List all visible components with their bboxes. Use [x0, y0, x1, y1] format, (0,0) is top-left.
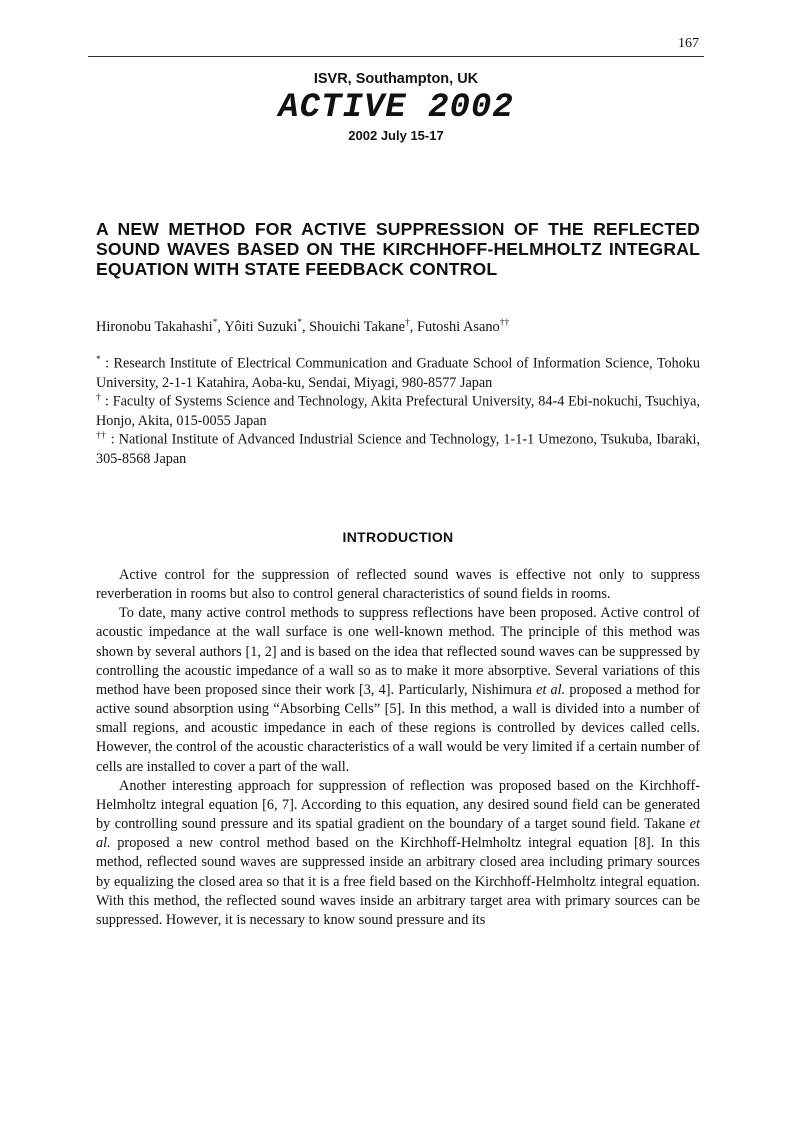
paragraph-text: To date, many active control methods to suppress reflections have been proposed. Active control of acoustic impedance at the wall surface is one well-known method. The principle of this method was shown by several authors [1, 2] and is based on the idea that reflected sound waves can be suppressed by controlling the acoustic impedance of a wall so as to make it more absorptive. Several variations of this method have been proposed since their work [3, 4]. Particularly, Nishimura	[96, 605, 700, 698]
affiliation	[96, 389, 700, 431]
conference-header	[88, 70, 704, 144]
author-separator: ,	[301, 318, 310, 335]
paragraph-text: Another interesting approach for suppression of reflection was proposed based on the Kirchhoff-Helmholtz integral equation [6, 7]. According to this equation, any desired sound field can be generated by controlling sound pressure and its spatial gradient on the boundary of a target sound field. Takane	[96, 777, 700, 833]
affiliation	[96, 351, 700, 393]
affiliation-text: : National Institute of Advanced Industrial Science and Technology, 1-1-1 Umezono, Tsukuba, Ibaraki, 305-8568 Japan	[96, 431, 701, 467]
paragraph	[96, 777, 700, 930]
paragraph-text: proposed a new control method based on the Kirchhoff-Helmholtz integral equation [8]. In this method, reflected sound waves are suppressed inside an arbitrary closed area including primary sources by equalizing the closed area so that it is a free field based on the Kirchhoff-Helmholtz integral equation. With this method, the reflected sound waves inside an arbitrary target area with primary sources can be suppressed. However, it is necessary to know sound pressure and its	[96, 835, 700, 928]
author-name: Shouichi Takane	[309, 318, 406, 335]
affiliation-mark: †	[96, 393, 102, 403]
paragraph-text: Active control for the suppression of reflected sound waves is effective not only to suppress reverberation in rooms but also to control general characteristics of sound fields in rooms.	[96, 567, 700, 603]
author-mark: ††	[499, 318, 510, 328]
affiliation-text: : Faculty of Systems Science and Technology, Akita Prefectural University, 84-4 Ebi-nokuchi, Tsuchiya, Honjo, Akita, 015-0055 Japan	[96, 393, 700, 429]
author-mark: *	[212, 318, 218, 328]
author-separator: ,	[409, 318, 417, 335]
author-mark: *	[297, 318, 302, 328]
paragraph	[96, 604, 700, 776]
affiliation-mark: ††	[96, 431, 107, 441]
conference-dates: 2002 July 15-17	[348, 128, 444, 143]
affiliation	[96, 427, 700, 469]
affiliation-text: : Research Institute of Electrical Communication and Graduate School of Information Science, Tohoku University, 2-1-1 Katahira, Aoba-ku, Sendai, Miyagi, 980-8577 Japan	[96, 355, 700, 391]
author-name: Yôiti Suzuki	[224, 318, 298, 335]
conference-location: ISVR, Southampton, UK	[313, 71, 479, 87]
author-separator: ,	[217, 318, 225, 335]
body-text	[96, 566, 700, 930]
conference-name: ACTIVE 2002	[278, 89, 514, 127]
paragraph-text: proposed a method for active sound absorption using “Absorbing Cells” [5]. In this method, a wall is divided into a number of small regions, and acoustic impedance in each of these regions is controlled by devices called cells. However, the control of the acoustic characteristics of a wall would be very limited if a certain number of cells are installed to cover a part of the wall.	[96, 681, 700, 775]
header-rule	[88, 56, 704, 57]
author-list	[96, 313, 700, 337]
emphasis: et al.	[96, 816, 700, 852]
paragraph	[96, 566, 700, 604]
author-name: Hironobu Takahashi	[96, 318, 213, 335]
emphasis: et al.	[536, 681, 566, 698]
page-number: 167	[678, 36, 699, 51]
paper-title: A NEW METHOD FOR ACTIVE SUPPRESSION OF THE REFLECTED SOUND WAVES BASED ON THE KIRCHHOFF-HELMHOLTZ INTEGRAL EQUATION WITH STATE FEEDBACK CONTROL	[96, 219, 700, 279]
affiliation-mark: *	[96, 355, 101, 365]
author-name: Futoshi Asano	[416, 318, 500, 335]
section-heading: INTRODUCTION	[342, 529, 454, 545]
author-mark: †	[405, 318, 410, 328]
